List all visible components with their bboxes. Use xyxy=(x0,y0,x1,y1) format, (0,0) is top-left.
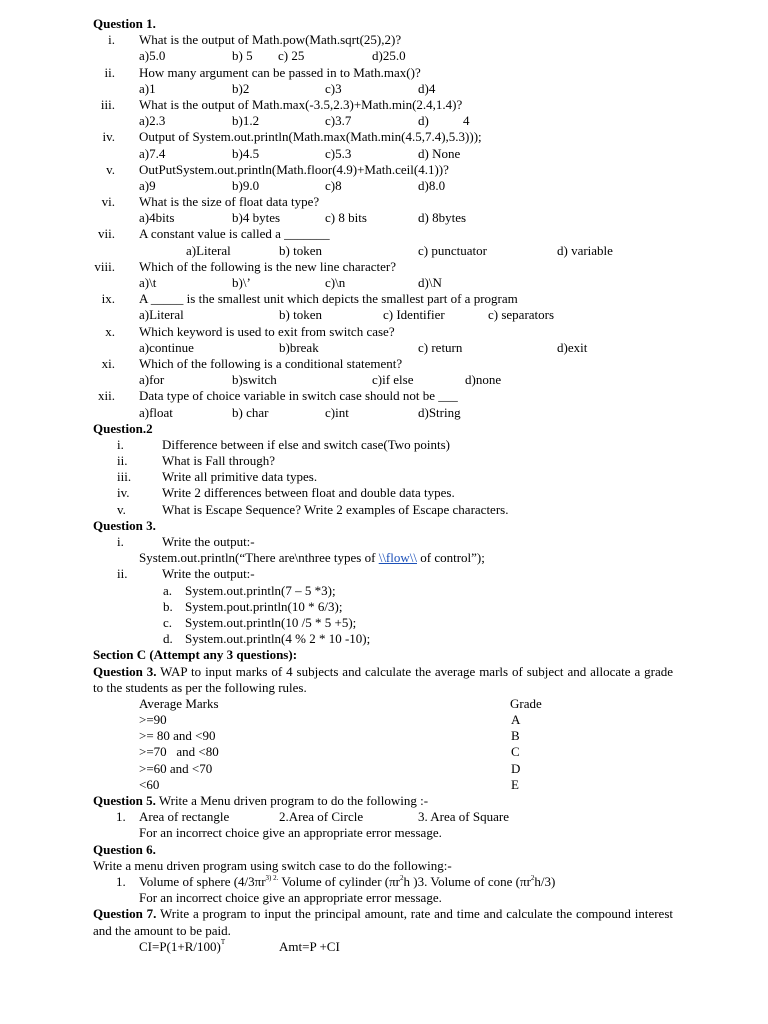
option-b: b)switch xyxy=(232,372,277,388)
item-text: Write the output:- xyxy=(162,566,255,582)
option-b: b)1.2 xyxy=(232,113,260,129)
item-number: i. xyxy=(108,32,115,48)
cone-superscript: 2 xyxy=(530,873,535,882)
option-a: a)Literal xyxy=(186,242,231,258)
item-number: x. xyxy=(105,323,115,339)
sub-number: b. xyxy=(163,598,173,614)
grade-range: <60 xyxy=(139,776,160,792)
q3-sub-c xyxy=(0,615,768,631)
q1-item-2 xyxy=(0,65,768,81)
q6-options-line xyxy=(0,874,768,890)
option-a: a)\t xyxy=(139,275,157,290)
item-number: i. xyxy=(117,534,124,549)
item-number: iii. xyxy=(117,469,132,485)
grade-row xyxy=(0,777,768,793)
item-question: A constant value is called a _______ xyxy=(139,226,330,242)
option-d: d)String xyxy=(418,404,461,420)
option-a: a)2.3 xyxy=(139,113,166,129)
option-c: c)3.7 xyxy=(325,113,352,129)
q1-item-5 xyxy=(0,162,768,178)
question-text: WAP to input marks of 4 subjects and calculate the average marls of subject and allocate a grade to the students as per the following rules. xyxy=(93,663,673,695)
item-number: xi. xyxy=(101,355,115,371)
option-b: b)break xyxy=(279,339,319,355)
sub-number: a. xyxy=(163,582,173,598)
grade-letter: D xyxy=(511,760,521,776)
q1-item-2-options xyxy=(0,81,768,97)
item-question: What is the size of float data type? xyxy=(139,194,320,210)
q1-item-9-options xyxy=(0,307,768,323)
q2-item-4 xyxy=(0,485,768,501)
q5-options-line xyxy=(0,809,768,825)
sphere-formula: Volume of sphere (4/3πr xyxy=(139,873,266,889)
q1-item-1-options xyxy=(0,48,768,64)
item-question: Data type of choice variable in switch case should not be ___ xyxy=(139,388,458,404)
q7-paragraph xyxy=(93,906,673,938)
item-text: What is Fall through? xyxy=(162,453,276,469)
grade-letter: A xyxy=(511,712,521,728)
q5-error-line xyxy=(0,825,768,841)
q2-item-3 xyxy=(0,469,768,485)
option-a: a)1 xyxy=(139,80,156,96)
q1-item-8-options xyxy=(0,275,768,291)
option-c: c) Identifier xyxy=(383,307,445,323)
grade-row xyxy=(0,712,768,728)
item-number: viii. xyxy=(94,258,115,274)
question-label: Question 3. xyxy=(93,663,157,679)
item-question: Which keyword is used to exit from switch case? xyxy=(139,323,395,339)
q1-title: Question 1. xyxy=(93,16,156,31)
grade-row xyxy=(0,744,768,760)
grade-row xyxy=(0,761,768,777)
q3-code-line xyxy=(0,550,768,566)
grade-table-header xyxy=(0,696,768,712)
q3-item-2 xyxy=(0,566,768,582)
grade-range: >= 80 and <90 xyxy=(139,728,216,744)
option-b: b)4.5 xyxy=(232,145,260,161)
section-c-title: Section C (Attempt any 3 questions): xyxy=(93,647,298,663)
q6-title: Question 6. xyxy=(93,841,156,857)
option-a: a)5.0 xyxy=(139,48,166,64)
option-c: c)int xyxy=(325,404,349,420)
q1-item-4-options xyxy=(0,146,768,162)
option-a: a)for xyxy=(139,372,165,388)
q2-item-5 xyxy=(0,502,768,518)
option-b: b) 5 xyxy=(232,48,253,64)
option-b: b)2 xyxy=(232,80,250,96)
item-number: v. xyxy=(117,501,126,517)
q2-item-2 xyxy=(0,453,768,469)
q1-item-9 xyxy=(0,291,768,307)
q2-title: Question.2 xyxy=(93,420,153,436)
item-number: i. xyxy=(117,436,124,452)
code-prefix: System.out.println(“There are\nthree types of xyxy=(139,550,379,566)
q6-heading-line xyxy=(0,842,768,858)
item-number: iv. xyxy=(117,485,130,501)
q2-heading-line xyxy=(0,421,768,437)
option-d: d) xyxy=(418,113,429,129)
item-text: What is Escape Sequence? Write 2 examples of Escape characters. xyxy=(162,501,509,517)
flow-link[interactable]: \\flow\\ xyxy=(378,550,417,566)
option-d: d)25.0 xyxy=(372,48,406,64)
sub-text: System.out.println(10 /5 * 5 +5); xyxy=(185,614,357,630)
q2-item-1 xyxy=(0,437,768,453)
ci-formula-text: CI=P(1+R/100) xyxy=(139,938,221,954)
item-text: Write 2 differences between float and double data types. xyxy=(162,485,455,501)
sub-number: d. xyxy=(163,631,173,647)
q6-error-line xyxy=(0,890,768,906)
option-b: b) token xyxy=(279,242,322,258)
q1-item-10 xyxy=(0,324,768,340)
q1-item-8 xyxy=(0,259,768,275)
sub-text: System.pout.println(10 * 6/3); xyxy=(185,598,343,614)
sub-number: c. xyxy=(163,614,173,630)
section-c-q3-paragraph xyxy=(93,664,673,696)
option-c: c)5.3 xyxy=(325,145,352,161)
q6-text: Write a menu driven program using switch case to do the following:- xyxy=(93,857,452,873)
question-paper xyxy=(0,16,768,955)
q3-title: Question 3. xyxy=(93,517,156,533)
q1-item-3 xyxy=(0,97,768,113)
item-question: What is the output of Math.pow(Math.sqrt(25),2)? xyxy=(139,32,402,48)
q1-item-5-options xyxy=(0,178,768,194)
q3-item-1 xyxy=(0,534,768,550)
option-d: d)none xyxy=(465,372,502,388)
q5-heading xyxy=(93,793,428,809)
option-c: c) punctuator xyxy=(418,242,487,258)
option-b: b)\’ xyxy=(232,275,251,290)
option-rectangle: Area of rectangle xyxy=(139,809,230,825)
code-text xyxy=(139,550,485,566)
grade-row xyxy=(0,728,768,744)
item-question: Output of System.out.println(Math.max(Math.min(4.5,7.4),5.3))); xyxy=(139,129,482,145)
option-b: b) char xyxy=(232,404,269,420)
q1-item-3-options xyxy=(0,113,768,129)
q3-sub-d xyxy=(0,631,768,647)
section-c-heading-line xyxy=(0,647,768,663)
option-d: d)4 xyxy=(418,80,436,96)
q1-item-7-options xyxy=(0,243,768,259)
item-text: Write the output:- xyxy=(162,534,255,549)
option-d: d)8.0 xyxy=(418,177,446,193)
option-d: d)exit xyxy=(557,339,588,355)
item-number: iii. xyxy=(100,96,115,112)
item-question: What is the output of Math.max(-3.5,2.3)+Math.min(2.4,1.4)? xyxy=(139,96,463,112)
option-b: b)9.0 xyxy=(232,177,260,193)
option-circle: 2.Area of Circle xyxy=(279,809,364,825)
item-number: ix. xyxy=(101,291,115,307)
grade-letter: C xyxy=(511,744,520,760)
average-marks-heading: Average Marks xyxy=(139,695,219,711)
item-text: Write all primitive data types. xyxy=(162,469,318,485)
item-text: Difference between if else and switch case(Two points) xyxy=(162,436,450,452)
error-message-text: For an incorrect choice give an appropriate error message. xyxy=(139,890,442,906)
question-text: Write a program to input the principal amount, rate and time and calculate the compound interest and the amount to be paid. xyxy=(93,906,674,938)
option-b: b)4 bytes xyxy=(232,210,281,226)
option-d: d)\N xyxy=(418,275,442,290)
option-a: a)9 xyxy=(139,177,156,193)
item-question: How many argument can be passed in to Math.max()? xyxy=(139,64,421,80)
option-c: c) 25 xyxy=(278,48,305,64)
question-label: Question 5. xyxy=(93,793,156,809)
option-c: c)if else xyxy=(372,372,414,388)
q3-heading-line xyxy=(0,518,768,534)
code-suffix: of control”); xyxy=(416,550,485,566)
option-d: c) separators xyxy=(488,307,555,323)
grade-heading: Grade xyxy=(510,695,542,711)
option-a: a)continue xyxy=(139,339,194,355)
q1-item-12 xyxy=(0,388,768,404)
option-c: c)\n xyxy=(325,275,346,290)
option-a: a)float xyxy=(139,404,173,420)
option-square: 3. Area of Square xyxy=(418,809,509,825)
volume-formulas xyxy=(139,874,555,890)
option-d: d) variable xyxy=(557,242,613,258)
q1-heading-line xyxy=(0,16,768,32)
question-label: Question 7. xyxy=(93,906,157,922)
cylinder-formula: Volume of cylinder (πr xyxy=(278,873,401,889)
item-number: v. xyxy=(106,161,115,177)
option-c: c)3 xyxy=(325,80,342,96)
question-text: Write a Menu driven program to do the following :- xyxy=(155,793,429,809)
option-b: b) token xyxy=(279,307,322,323)
item-number: vii. xyxy=(98,226,115,242)
item-number: xii. xyxy=(98,388,115,404)
cone-formula: h )3. Volume of cone (πr xyxy=(403,873,531,889)
q1-item-12-options xyxy=(0,405,768,421)
item-number: ii. xyxy=(104,64,115,80)
q5-heading-line xyxy=(0,793,768,809)
option-d: d) 8bytes xyxy=(418,210,467,226)
grade-letter: E xyxy=(511,776,519,792)
sphere-superscript: 3) 2. xyxy=(265,873,279,882)
q1-item-11 xyxy=(0,356,768,372)
q1-item-6-options xyxy=(0,210,768,226)
q7-formula-line xyxy=(0,939,768,955)
option-c: c) return xyxy=(418,339,463,355)
item-number: ii. xyxy=(117,566,128,582)
q1-item-4 xyxy=(0,129,768,145)
item-question: Which of the following is the new line character? xyxy=(139,258,397,274)
q1-item-10-options xyxy=(0,340,768,356)
option-a: a)4bits xyxy=(139,210,175,226)
grade-range: >=90 xyxy=(139,712,167,728)
list-number: 1. xyxy=(116,873,126,889)
option-c: c) 8 bits xyxy=(325,210,367,226)
grade-range: >=70 and <80 xyxy=(139,744,219,760)
q6-text-line xyxy=(0,858,768,874)
grade-letter: B xyxy=(511,728,520,744)
list-number: 1. xyxy=(116,809,126,825)
option-a: a)Literal xyxy=(139,307,184,323)
item-number: ii. xyxy=(117,453,128,469)
option-d-value: 4 xyxy=(463,113,470,129)
grade-range: >=60 and <70 xyxy=(139,760,213,776)
item-question: OutPutSystem.out.println(Math.floor(4.9)+Math.ceil(4.1))? xyxy=(139,161,449,177)
item-question: Which of the following is a conditional statement? xyxy=(139,355,403,371)
q1-item-7 xyxy=(0,226,768,242)
q1-item-6 xyxy=(0,194,768,210)
option-c: c)8 xyxy=(325,177,342,193)
item-question: A _____ is the smallest unit which depicts the smallest part of a program xyxy=(139,291,518,307)
q3-sub-a xyxy=(0,583,768,599)
error-message-text: For an incorrect choice give an appropriate error message. xyxy=(139,825,442,841)
option-d: d) None xyxy=(418,145,461,161)
item-number: iv. xyxy=(102,129,115,145)
item-number: vi. xyxy=(101,194,115,210)
cone-formula-end: h/3) xyxy=(534,873,556,889)
amount-formula: Amt=P +CI xyxy=(279,938,340,954)
q3-sub-b xyxy=(0,599,768,615)
cylinder-superscript: 2 xyxy=(400,873,404,882)
sub-text: System.out.println(4 % 2 * 10 -10); xyxy=(185,631,371,647)
q1-item-11-options xyxy=(0,372,768,388)
q1-item-1 xyxy=(0,32,768,48)
sub-text: System.out.println(7 – 5 *3); xyxy=(185,582,336,598)
ci-formula xyxy=(139,939,225,955)
ci-exponent: T xyxy=(220,938,226,947)
option-a: a)7.4 xyxy=(139,145,166,161)
